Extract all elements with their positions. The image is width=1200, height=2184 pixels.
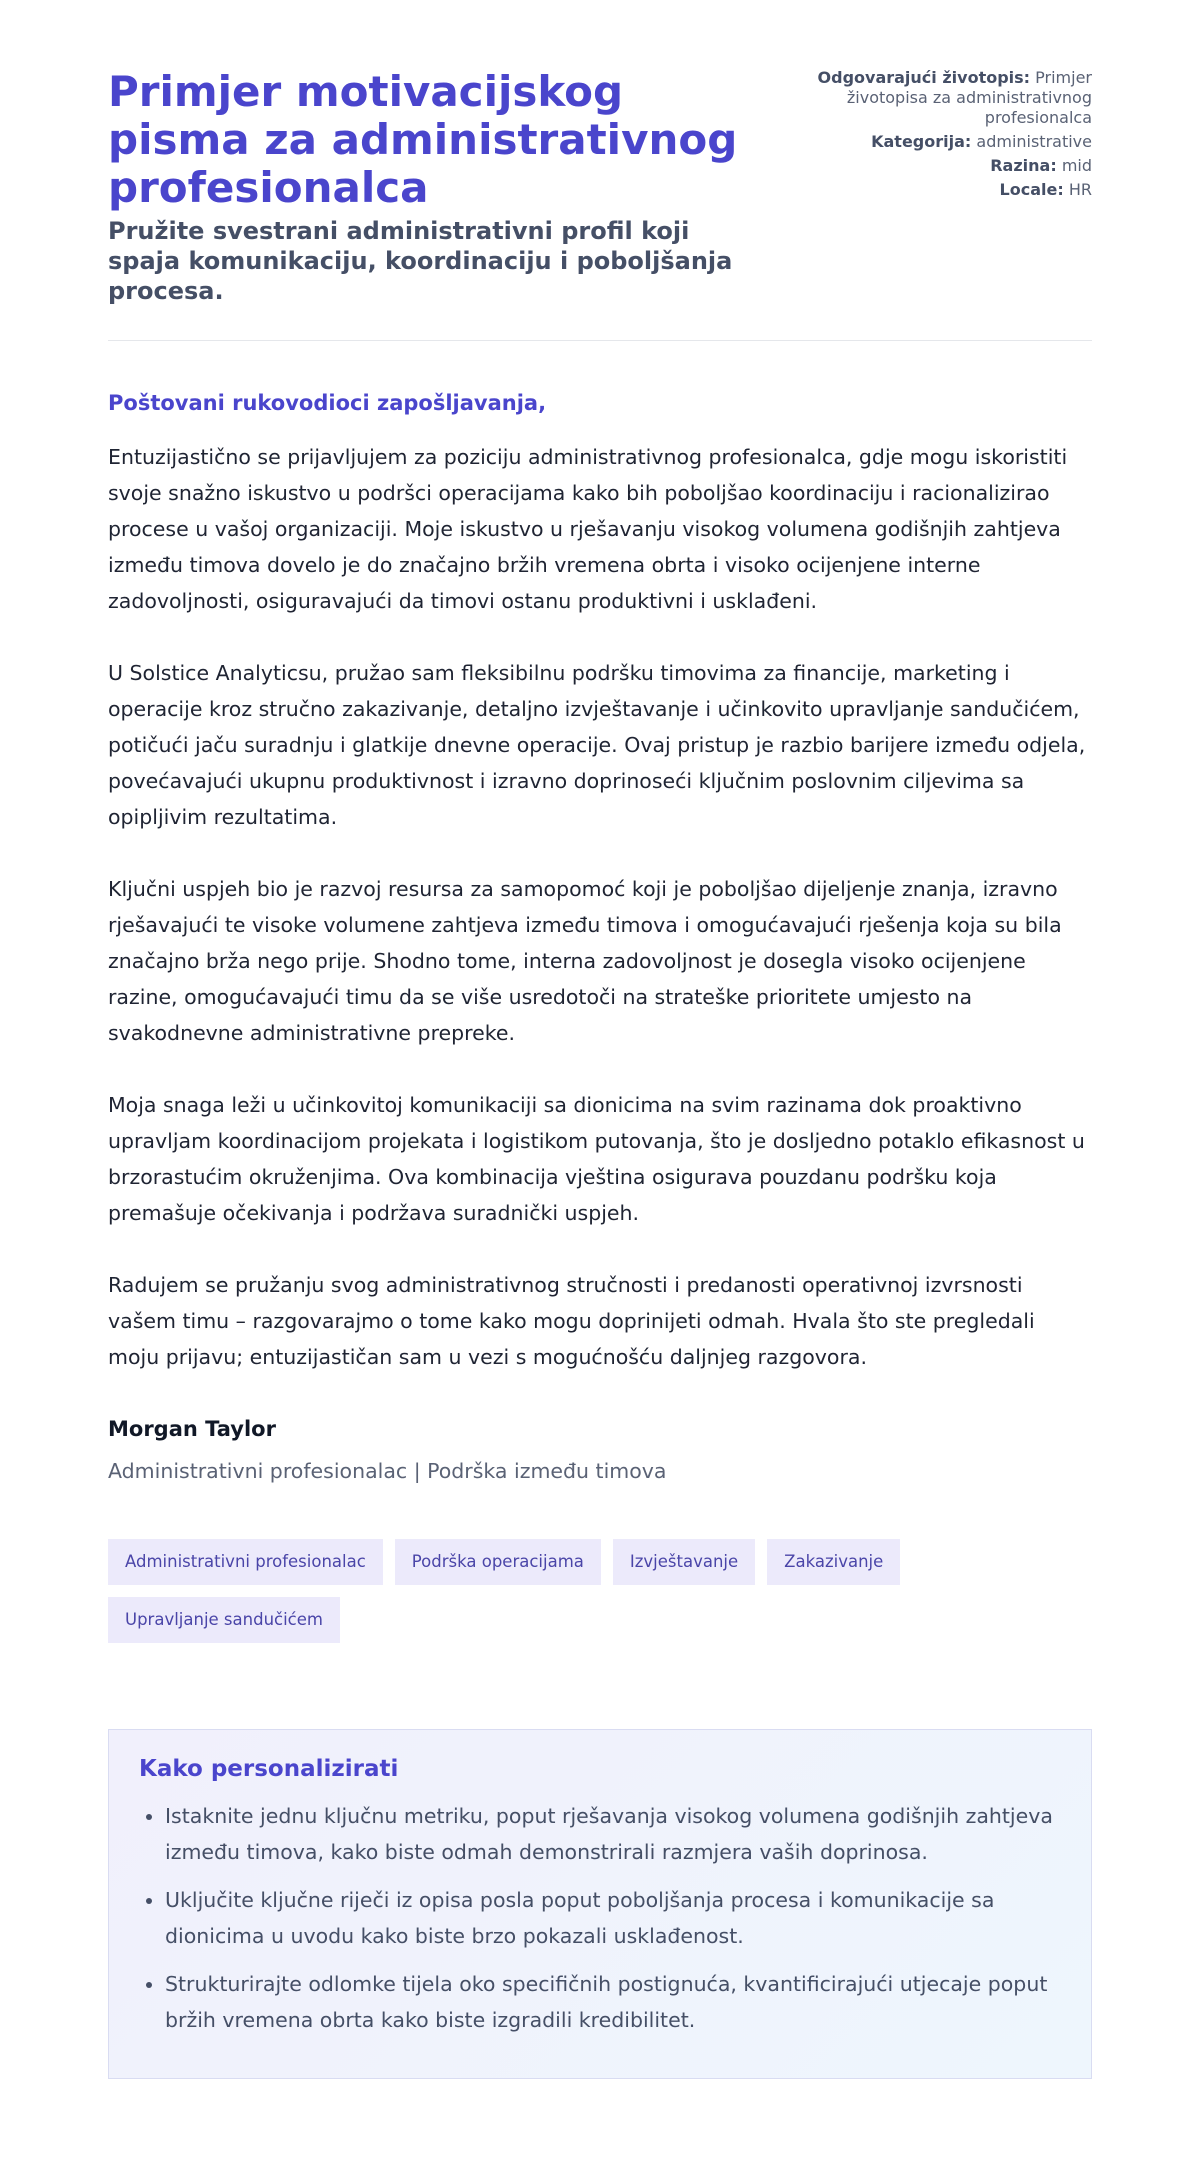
skill-tag: Zakazivanje xyxy=(767,1539,900,1585)
meta-locale xyxy=(764,180,1092,200)
page-header xyxy=(108,68,1092,306)
letter-greeting: Poštovani rukovodioci zapošljavanja, xyxy=(108,391,547,415)
personalization-tips-box xyxy=(108,1729,1092,2079)
meta-locale-value: HR xyxy=(1068,180,1092,199)
skill-tag: Upravljanje sandučićem xyxy=(108,1597,340,1643)
tip-item: • Strukturirajte odlomke tijela oko specifičnih postignuća, kvantificirajući utjecaje poput bržih vremena obrta kako biste izgradili kredibilitet. xyxy=(165,1966,1061,2038)
tips-list xyxy=(139,1798,1061,2038)
tip-item: • Istaknite jednu ključnu metriku, poput rješavanja visokog volumena godišnjih zahtjeva između timova, kako biste odmah demonstrirali razmjera vaših doprinosa. xyxy=(165,1798,1061,1870)
skill-tag: Administrativni profesionalac xyxy=(108,1539,383,1585)
letter-paragraph: Moja snaga leži u učinkovitoj komunikaciji sa dionicima na svim razinama dok proaktivno upravljam koordinacijom projekata i logistikom putovanja, što je dosljedno potaklo efikasnost u brzorastućim okruženjima. Ova kombinacija vještina osigurava pouzdanu podršku koja premašuje očekivanja i podržava suradnički uspjeh. xyxy=(108,1093,1085,1225)
skill-tag: Izvještavanje xyxy=(613,1539,755,1585)
tip-item: • Uključite ključne riječi iz opisa posla poput poboljšanja procesa i komunikacije sa dionicima u uvodu kako biste brzo pokazali usklađenost. xyxy=(165,1882,1061,1954)
letter-paragraph: U Solstice Analyticsu, pružao sam fleksibilnu podršku timovima za financije, marketing i operacije kroz stručno zakazivanje, detaljno izvještavanje i učinkovito upravljanje sandučićem, potičući jaču suradnju i glatkije dnevne operacije. Ovaj pristup je razbio barijere između odjela, povećavajući ukupnu produktivnost i izravno doprinoseći ključnim poslovnim ciljevima sa opipljivim rezultatima. xyxy=(108,661,1086,829)
signature-name: Morgan Taylor xyxy=(108,1417,276,1441)
letter-paragraph: Radujem se pružanju svog administrativnog stručnosti i predanosti operativnoj izvrsnosti vašem timu – razgovarajmo o tome kako mogu doprinijeti odmah. Hvala što ste pregledali moju prijavu; entuzijastičan sam u vezi s mogućnošću daljnjeg razgovora. xyxy=(108,1273,1035,1369)
letter-paragraph: Entuzijastično se prijavljujem za poziciju administrativnog profesionalca, gdje mogu iskoristiti svoje snažno iskustvo u podršci operacijama kako bih poboljšao koordinaciju i racionalizirao procese u vašoj organizaciji. Moje iskustvo u rješavanju visokog volumena godišnjih zahtjeva između timova dovelo je do značajno bržih vremena obrta i visoko ocijenjene interne zadovoljnosti, osiguravajući da timovi ostanu produktivni i usklađeni. xyxy=(108,445,1068,613)
page-subtitle: Pružite svestrani administrativni profil koji spaja komunikaciju, koordinaciju i poboljšanja procesa. xyxy=(108,217,733,305)
meta-category-label: Kategorija: xyxy=(871,132,972,151)
meta-level-value: mid xyxy=(1061,156,1092,175)
meta-resume-value: Primjer životopisa za administrativnog profesionalca xyxy=(846,68,1092,127)
skill-tag: Podrška operacijama xyxy=(395,1539,601,1585)
meta-level-label: Razina: xyxy=(990,156,1057,175)
letter-body xyxy=(108,439,1092,1375)
meta-panel xyxy=(764,68,1092,204)
page-title: Primjer motivacijskog pisma za administrativnog profesionalca xyxy=(108,67,738,212)
meta-category-value: administrative xyxy=(976,132,1092,151)
meta-resume-label: Odgovarajući životopis: xyxy=(817,68,1031,87)
letter-signature xyxy=(108,1415,1092,1485)
signature-title: Administrativni profesionalac | Podrška između timova xyxy=(108,1459,667,1483)
letter-paragraph: Ključni uspjeh bio je razvoj resursa za samopomoć koji je poboljšao dijeljenje znanja, izravno rješavajući te visoke volumene zahtjeva između timova i omogućavajući rješenja koja su bila značajno brža nego prije. Shodno tome, interna zadovoljnost je dosegla visoko ocijenjene razine, omogućavajući timu da se više usredotoči na strateške prioritete umjesto na svakodnevne administrativne prepreke. xyxy=(108,877,1062,1045)
header-titles xyxy=(108,68,764,306)
meta-resume xyxy=(764,68,1092,128)
tips-title: Kako personalizirati xyxy=(139,1756,399,1782)
meta-level xyxy=(764,156,1092,176)
meta-locale-label: Locale: xyxy=(999,180,1064,199)
header-divider xyxy=(108,340,1092,341)
meta-category xyxy=(764,132,1092,152)
skill-tags xyxy=(108,1539,988,1643)
